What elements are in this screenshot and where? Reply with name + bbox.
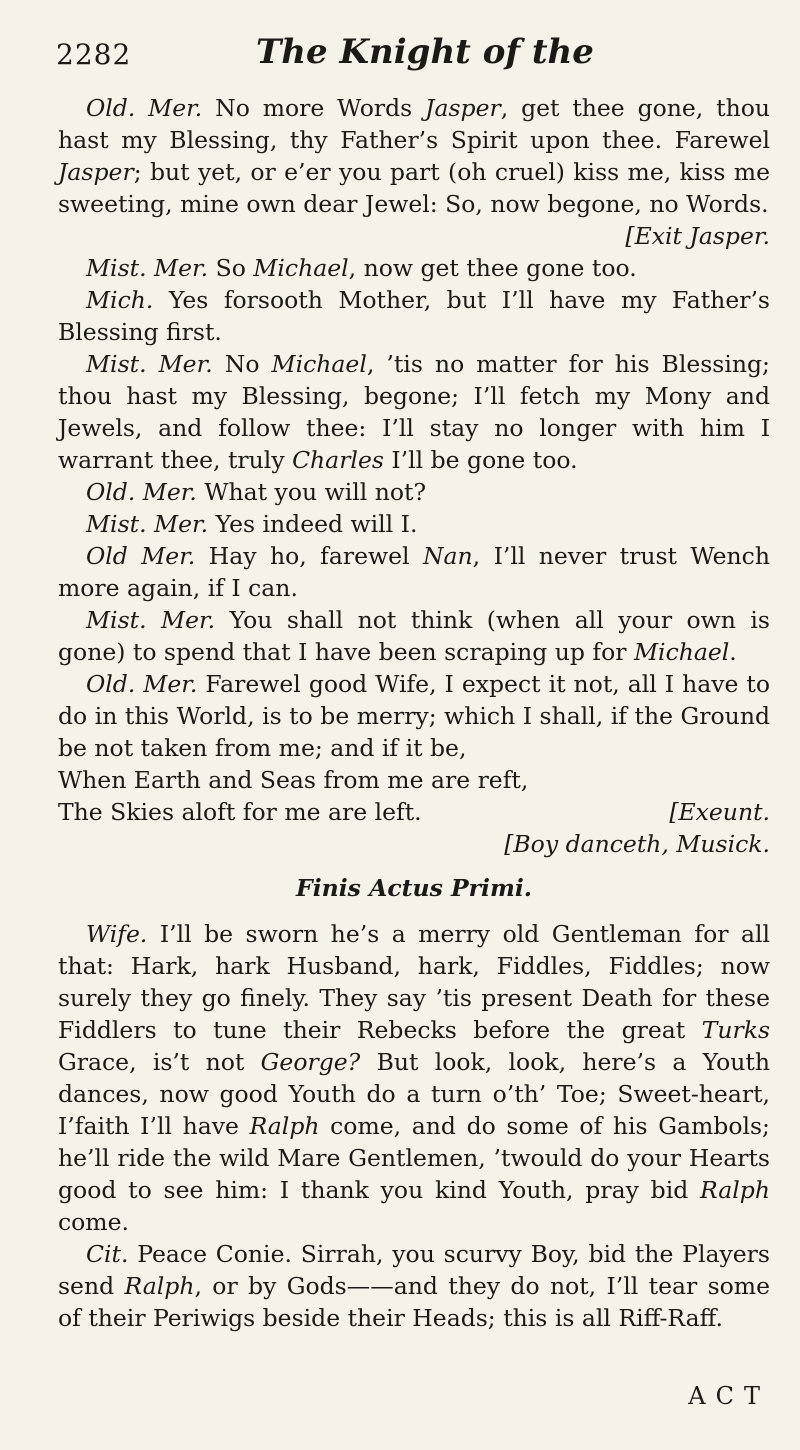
act-end-heading: Finis Actus Primi. bbox=[296, 874, 532, 902]
speaker-name: Mist. Mer. bbox=[86, 350, 213, 378]
speaker-name: Wife. bbox=[86, 920, 148, 948]
verse-line: When Earth and Seas from me are reft, bbox=[58, 766, 529, 794]
speaker-name: Mist. Mer. bbox=[86, 254, 209, 282]
speech: Old. Mer. No more Words Jasper, get thee gone, thou hast my Blessing, thy Father’s Spirit upon thee. Farewel Jasper; but yet, or e’er you part (oh cruel) kiss me, kiss me sweeting, mine own dear Jewel: So, now begone, no Words. bbox=[58, 94, 770, 218]
catchword: ACT bbox=[688, 1382, 770, 1410]
speaker-name: Mist. Mer. bbox=[86, 606, 216, 634]
running-title: The Knight of the bbox=[256, 32, 594, 72]
speech: Wife. I’ll be sworn he’s a merry old Gentleman for all that: Hark, hark Husband, hark, Fiddles, Fiddles; now surely they go finely. They say ’tis present Death for these Fiddlers to tune their Rebecks before the great Turks Grace, is’t not George? But look, look, here’s a Youth dances, now good Youth do a turn o’th’ Toe; Sweet-heart, I’faith I’ll have Ralph come, and do some of his Gambols; he’ll ride the wild Mare Gentlemen, ’twould do your Hearts good to see him: I thank you kind Youth, pray bid Ralph come. bbox=[58, 920, 770, 1236]
speech: Old. Mer. What you will not? bbox=[86, 478, 427, 506]
speaker-name: Old Mer. bbox=[86, 542, 196, 570]
play-text bbox=[58, 92, 770, 1334]
verse-line: The Skies aloft for me are left. [Exeunt. bbox=[58, 798, 770, 826]
speech: Mist. Mer. Yes indeed will I. bbox=[86, 510, 418, 538]
speech: Mist. Mer. So Michael, now get thee gone too. bbox=[86, 254, 637, 282]
page-header bbox=[56, 28, 756, 78]
second-block bbox=[58, 918, 770, 1334]
speech: Old Mer. Hay ho, farewel Nan, I’ll never trust Wench more again, if I can. bbox=[58, 542, 770, 602]
stage-direction: [Exeunt. bbox=[669, 798, 770, 826]
speaker-name: Mist. Mer. bbox=[86, 510, 209, 538]
stage-direction: [Exit Jasper. bbox=[625, 222, 770, 250]
speech: Cit. Peace Conie. Sirrah, you scurvy Boy, bid the Players send Ralph, or by Gods——and they do not, I’ll tear some of their Periwigs beside their Heads; this is all Riff-Raff. bbox=[58, 1240, 770, 1332]
page-number: 2282 bbox=[56, 38, 132, 71]
speech: Mist. Mer. No Michael, ’tis no matter for his Blessing; thou hast my Blessing, begone; I’ll fetch my Mony and Jewels, and follow thee: I’ll stay no longer with him I warrant thee, truly Charles I’ll be gone too. bbox=[58, 350, 770, 474]
speaker-name: Mich. bbox=[86, 286, 154, 314]
speaker-name: Old. Mer. bbox=[86, 478, 197, 506]
speaker-name: Cit. bbox=[86, 1240, 129, 1268]
speech: Mich. Yes forsooth Mother, but I’ll have my Father’s Blessing first. bbox=[58, 286, 770, 346]
speaker-name: Old. Mer. bbox=[86, 670, 198, 698]
speaker-name: Old. Mer. bbox=[86, 94, 203, 122]
speech: Old. Mer. Farewel good Wife, I expect it not, all I have to do in this World, is to be merry; which I shall, if the Ground be not taken from me; and if it be, bbox=[58, 670, 771, 762]
speech: Mist. Mer. You shall not think (when all your own is gone) to spend that I have been scraping up for Michael. bbox=[58, 606, 770, 666]
stage-direction: [Boy danceth, Musick. bbox=[504, 830, 770, 858]
